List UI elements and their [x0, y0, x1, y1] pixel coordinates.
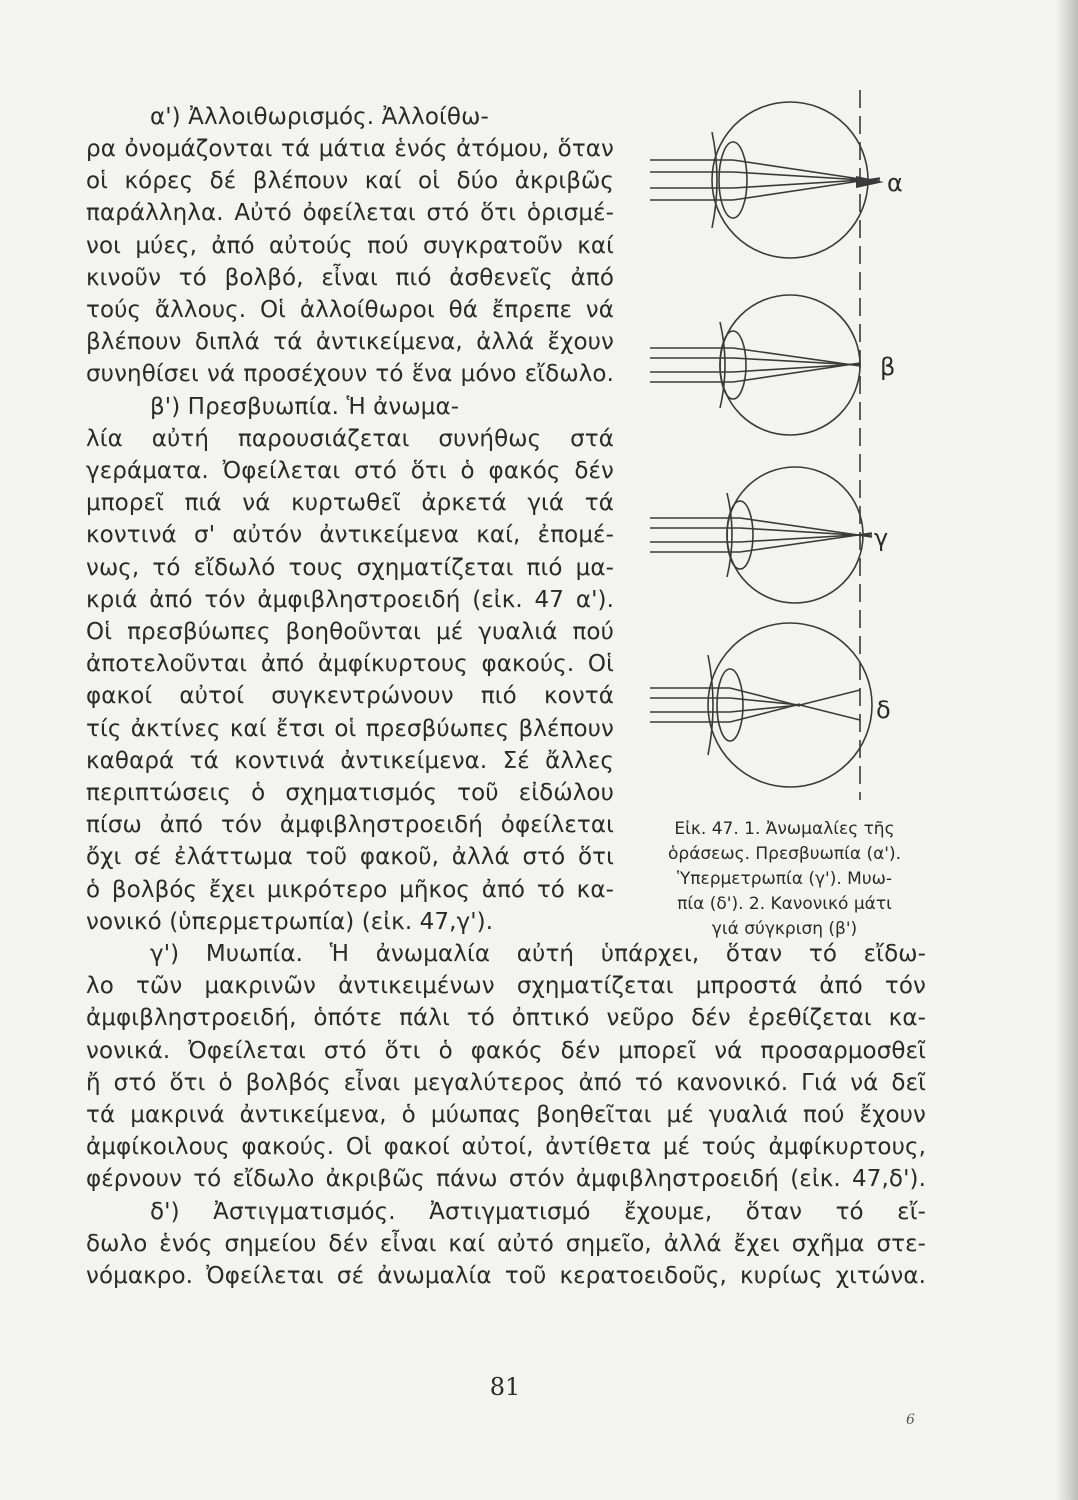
text-line-13: μπορεῖ πιά νά κυρτωθεῖ ἀρκετά γιά τά [86, 490, 614, 516]
text-line-03: οἱ κόρες δέ βλέπουν καί οἱ δύο ἀκριβῶς [86, 168, 614, 194]
text-line-22: περιπτώσεις ὁ σχηματισμός τοῦ εἰδώλου [86, 780, 614, 806]
text-line-20: τίς ἀκτίνες καί ἔτσι οἱ πρεσβύωπες βλέπουν [86, 716, 614, 742]
figure-caption-line-4: πία (δ'). 2. Κανονικό μάτι [677, 894, 892, 914]
text-line-07: τούς ἄλλους. Οἱ ἀλλοίθωροι θά ἔπρεπε νά [86, 297, 614, 323]
figure-caption-line-5: γιά σύγκριση (β') [711, 919, 858, 939]
eye-diagram-gamma [650, 467, 872, 603]
text-line-28: λο τῶν μακρινῶν ἀντικειμένων σχηματίζεται μπροστά ἀπό τόν [86, 973, 926, 999]
text-line-26: νονικό (ὑπερμετρωπία) (εἰκ. 47,γ'). [86, 909, 494, 935]
eye-diagram-delta [650, 623, 872, 787]
text-line-33: ἀμφίκοιλους φακούς. Οἱ φακοί αὐτοί, ἀντίθετα μέ τούς ἀμφίκυρτους, [86, 1134, 926, 1160]
text-line-11: λία αὐτή παρουσιάζεται συνήθως στά [86, 426, 614, 452]
figure-caption-line-3: Ὑπερμετρωπία (γ'). Μυω- [676, 869, 893, 889]
text-line-09: συνηθίσει νά προσέχουν τό ἕνα μόνο εἴδωλο. [86, 361, 614, 387]
text-line-16: κριά ἀπό τόν ἀμφιβληστροειδή (εἰκ. 47 α'). [86, 587, 614, 613]
text-line-02: ρα ὀνομάζονται τά μάτια ἑνός ἀτόμου, ὅταν [86, 136, 614, 162]
text-line-37: νόμακρο. Ὀφείλεται σέ ἀνωμαλία τοῦ κερατοειδοῦς, κυρίως χιτώνα. [86, 1263, 926, 1289]
text-line-19: φακοί αὐτοί συγκεντρώνουν πιό κοντά [86, 683, 614, 709]
text-line-15: νως, τό εἴδωλό τους σχηματίζεται πιό μα- [86, 555, 614, 581]
label-delta: δ [876, 696, 891, 724]
label-gamma: γ [874, 524, 889, 552]
figure-caption-line-1: Εἰκ. 47. 1. Ἀνωμαλίες τῆς [674, 819, 895, 839]
text-line-14: κοντινά σ' αὐτόν ἀντικείμενα καί, ἐπομέ- [86, 522, 614, 548]
text-line-17: Οἱ πρεσβύωπες βοηθοῦνται μέ γυαλιά πού [86, 619, 614, 645]
signature-mark: 6 [906, 1412, 915, 1428]
text-line-06: κινοῦν τό βολβό, εἶναι πιό ἀσθενεῖς ἀπό [86, 265, 614, 291]
text-line-34: φέρνουν τό εἴδωλο ἀκριβῶς πάνω στόν ἀμφιβληστροειδή (εἰκ. 47,δ'). [86, 1166, 926, 1192]
text-line-04: παράλληλα. Αὐτό ὀφείλεται στό ὅτι ὁρισμέ- [86, 200, 614, 226]
text-line-01: α') Ἀλλοιθωρισμός. Ἀλλοίθω- [150, 104, 489, 130]
text-line-25: ὁ βολβός ἔχει μικρότερο μῆκος ἀπό τό κα- [86, 877, 614, 903]
text-line-35: δ') Ἀστιγματισμός. Ἀστιγματισμό ἔχουμε, ὅταν τό εἴ- [150, 1199, 926, 1225]
text-line-05: νοι μύες, ἀπό αὐτούς πού συγκρατοῦν καί [86, 233, 614, 259]
text-line-10: β') Πρεσβυωπία. Ἡ ἀνωμα- [150, 394, 460, 420]
label-alpha: α [887, 169, 903, 197]
text-line-23: πίσω ἀπό τόν ἀμφιβληστροειδή ὀφείλεται [86, 812, 614, 838]
label-beta: β [880, 353, 896, 381]
text-line-36: δωλο ἑνός σημείου δέν εἶναι καί αὐτό σημεῖο, ἀλλά ἔχει σχῆμα στε- [86, 1231, 926, 1257]
text-line-12: γεράματα. Ὀφείλεται στό ὅτι ὁ φακός δέν [86, 458, 614, 484]
text-line-24: ὄχι σέ ἐλάττωμα τοῦ φακοῦ, ἀλλά στό ὅτι [86, 844, 614, 870]
eye-diagram-alpha [650, 102, 880, 258]
text-line-27: γ') Μυωπία. Ἡ ἀνωμαλία αὐτή ὑπάρχει, ὅταν τό εἴδω- [150, 941, 926, 967]
text-line-32: τά μακρινά ἀντικείμενα, ὁ μύωπας βοηθεῖται μέ γυαλιά πού ἔχουν [86, 1102, 926, 1128]
text-line-18: ἀποτελοῦνται ἀπό ἀμφίκυρτους φακούς. Οἱ [86, 651, 614, 677]
text-line-29: ἀμφιβληστροειδή, ὁπότε πάλι τό ὀπτικό νεῦρο δέν ἐρεθίζεται κα- [86, 1005, 926, 1031]
text-line-31: ἤ στό ὅτι ὁ βολβός εἶναι μεγαλύτερος ἀπό τό κανονικό. Γιά νά δεῖ [86, 1070, 926, 1096]
eye-diagram-beta [650, 295, 860, 435]
page-number: 81 [489, 1373, 521, 1401]
text-line-30: νονικά. Ὀφείλεται στό ὅτι ὁ φακός δέν μπορεῖ νά προσαρμοσθεῖ [86, 1038, 926, 1064]
text-line-21: καθαρά τά κοντινά ἀντικείμενα. Σέ ἄλλες [86, 748, 614, 774]
text-line-08: βλέπουν διπλά τά ἀντικείμενα, ἀλλά ἔχουν [86, 329, 614, 355]
figure-caption-line-2: ὁράσεως. Πρεσβυωπία (α'). [668, 844, 901, 864]
